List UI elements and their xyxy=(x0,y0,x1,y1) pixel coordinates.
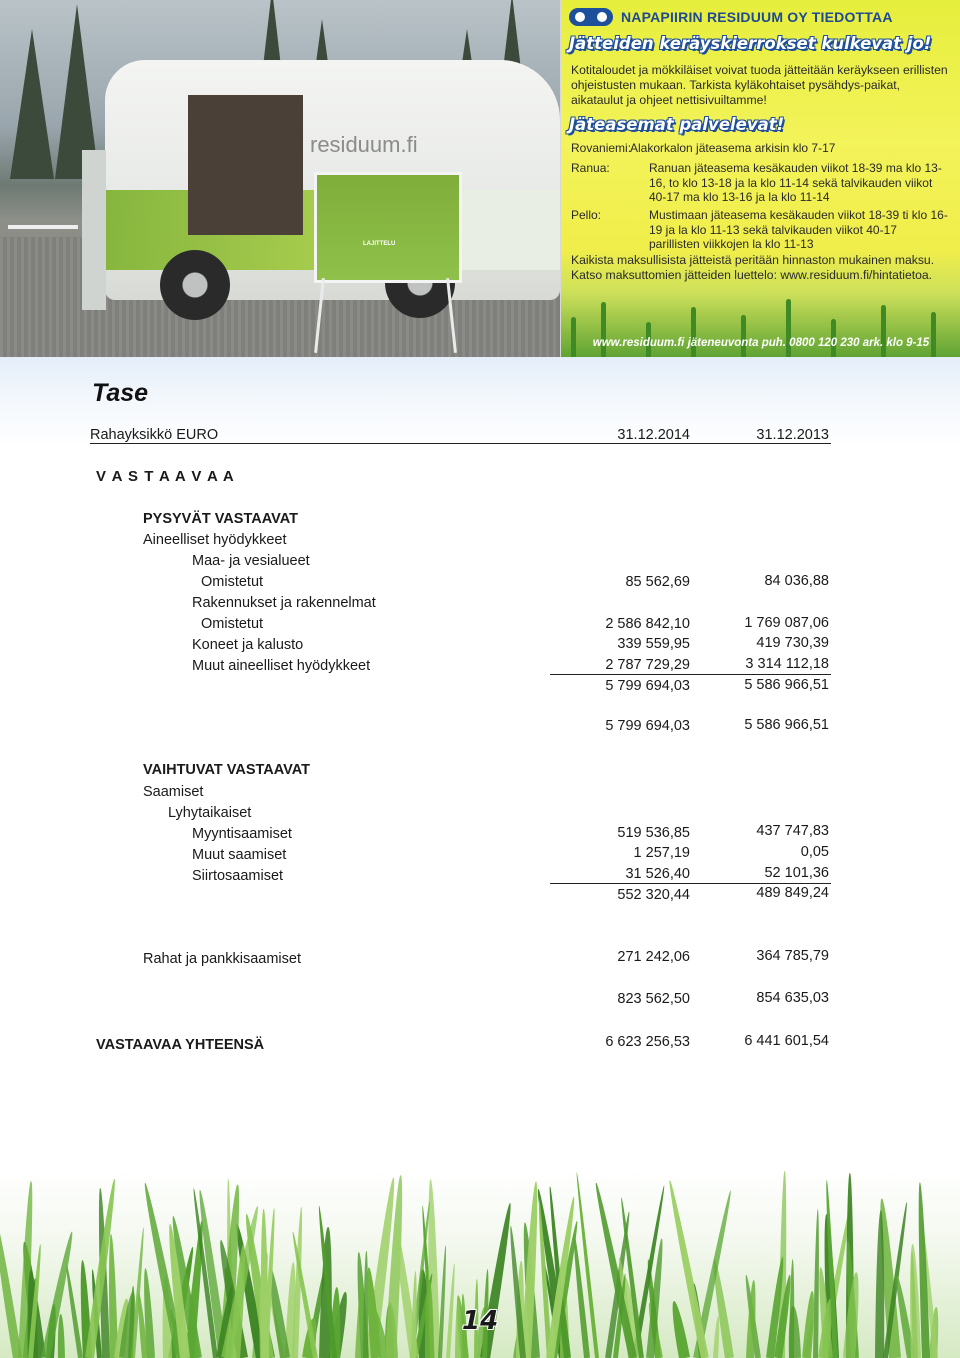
fees-text: Kaikista maksullisista jätteistä peritään hinnaston mukainen maksu. Katso maksuttomien jätteiden luettelo: www.residuum.fi/hintatietoa. xyxy=(571,253,935,282)
station-place: Pello: xyxy=(571,208,602,222)
grass-blade xyxy=(931,312,936,357)
section-heading: V A S T A A V A A xyxy=(96,468,234,485)
grass-blade xyxy=(666,1179,709,1358)
station-rovaniemi xyxy=(571,141,956,157)
value-2014: 2 787 729,29 xyxy=(605,657,690,673)
value-2014: 31 526,40 xyxy=(625,866,690,882)
headline-stations: Jäteasemat palvelevat! xyxy=(569,115,785,134)
intro-text: Kotitaloudet ja mökkiläiset voivat tuoda jätteitään keräykseen erillisten ohjeistusten mukaan. Tarkista kyläkohtaiset pysähdys-paikat, aikataulut ja ohjeet nettisivuiltamme! xyxy=(571,63,948,107)
subtotal-2013: 5 586 966,51 xyxy=(744,677,829,693)
poster-header xyxy=(569,8,893,26)
station-ranua xyxy=(571,161,956,207)
subtotal-2014: 5 799 694,03 xyxy=(605,678,690,694)
value-2014: 271 242,06 xyxy=(617,949,690,965)
total-2014: 5 799 694,03 xyxy=(605,718,690,734)
total-2013: 5 586 966,51 xyxy=(744,717,829,733)
residuum-logo-icon xyxy=(569,8,613,26)
grass-blade xyxy=(668,1300,690,1358)
grass-blade xyxy=(881,305,886,357)
grass-blade xyxy=(57,1314,64,1358)
current-assets-heading: VAIHTUVAT VASTAAVAT xyxy=(143,762,311,778)
station-text: Ranuan jäteasema kesäkauden viikot 18-39 ma klo 13-16, to klo 13-18 ja la klo 11-14 sekä talvikauden viikot 40-17 ma klo 13-16 ja la klo 11-14 xyxy=(649,161,942,204)
column-header-2014: 31.12.2014 xyxy=(617,427,690,443)
value-2013: 84 036,88 xyxy=(764,573,829,589)
station-text: Mustimaan jäteasema kesäkauden viikot 18-39 ti klo 16-19 ja la klo 11-13 sekä talvikauden viikot 40-17 parillisten viikkojen la klo 11-13 xyxy=(649,208,948,251)
currency-unit-label: Rahayksikkö EURO xyxy=(90,427,219,443)
folding-table xyxy=(8,225,78,289)
receivables-label: Saamiset xyxy=(143,784,204,800)
station-text: Alakorkalon jäteasema arkisin klo 7-17 xyxy=(630,141,836,155)
sign-label: LAJITTELU xyxy=(363,241,396,247)
grand-total-label: VASTAAVAA YHTEENSÄ xyxy=(96,1037,265,1053)
station-place: Rovaniemi: xyxy=(571,141,632,155)
subtotal-2013: 489 849,24 xyxy=(756,885,829,901)
row-label: Koneet ja kalusto xyxy=(192,637,304,653)
poster-footer: www.residuum.fi jäteneuvonta puh. 0800 120 230 ark. klo 9-15 xyxy=(592,337,930,349)
van-open-door xyxy=(188,95,303,235)
subtotal-rule xyxy=(550,883,831,884)
company-name: NAPAPIIRIN RESIDUUM OY TIEDOTTAA xyxy=(621,9,893,25)
row-label: Myyntisaamiset xyxy=(192,826,292,842)
brochure-rack xyxy=(82,150,106,310)
page-number: 14 xyxy=(462,1306,499,1336)
value-2013: 419 730,39 xyxy=(756,635,829,651)
grass-blade xyxy=(260,1209,269,1358)
value-2013: 0,05 xyxy=(800,844,829,860)
row-label: Muut aineelliset hyödykkeet xyxy=(192,658,371,674)
value-2014: 1 257,19 xyxy=(633,845,690,861)
value-2013: 52 101,36 xyxy=(764,865,829,881)
row-label: Siirtosaamiset xyxy=(192,868,284,884)
sorting-sign xyxy=(314,172,462,283)
tree xyxy=(10,29,54,179)
row-label: Muut saamiset xyxy=(192,847,287,863)
van-photo xyxy=(0,0,560,357)
info-poster xyxy=(560,0,960,357)
headline-collection: Jätteiden keräyskierrokset kulkevat jo! xyxy=(569,34,932,53)
value-2013: 1 769 087,06 xyxy=(744,615,829,631)
value-2014: 85 562,69 xyxy=(625,574,690,590)
fixed-assets-heading: PYSYVÄT VASTAAVAT xyxy=(143,511,298,527)
row-label: Rahat ja pankkisaamiset xyxy=(143,951,301,967)
subtotal-rule xyxy=(550,674,831,675)
value-2014: 519 536,85 xyxy=(617,825,690,841)
value-2013: 437 747,83 xyxy=(756,823,829,839)
tangible-assets-label: Aineelliset hyödykkeet xyxy=(143,532,287,548)
subtotal-2014: 552 320,44 xyxy=(617,887,690,903)
grand-total-2013: 6 441 601,54 xyxy=(744,1033,829,1049)
row-label: Omistetut xyxy=(201,616,264,632)
grand-total-2014: 6 623 256,53 xyxy=(605,1034,690,1050)
buildings-label: Rakennukset ja rakennelmat xyxy=(192,595,376,611)
value-2014: 339 559,95 xyxy=(617,636,690,652)
short-term-label: Lyhytaikaiset xyxy=(168,805,252,821)
value-2013: 3 314 112,18 xyxy=(745,656,829,672)
station-pello xyxy=(571,208,956,254)
land-label: Maa- ja vesialueet xyxy=(192,553,310,569)
total-2014: 823 562,50 xyxy=(617,991,690,1007)
value-2014: 2 586 842,10 xyxy=(605,616,690,632)
header-rule xyxy=(90,443,831,444)
total-2013: 854 635,03 xyxy=(756,990,829,1006)
van-wheel xyxy=(160,250,230,320)
station-place: Ranua: xyxy=(571,161,610,175)
column-header-2013: 31.12.2013 xyxy=(756,427,829,443)
page-title: Tase xyxy=(92,379,149,407)
value-2013: 364 785,79 xyxy=(756,948,829,964)
grass-blade xyxy=(741,315,746,357)
grass-blade xyxy=(691,307,696,357)
row-label: Omistetut xyxy=(201,574,264,590)
van-brand-text: residuum.fi xyxy=(310,132,418,157)
